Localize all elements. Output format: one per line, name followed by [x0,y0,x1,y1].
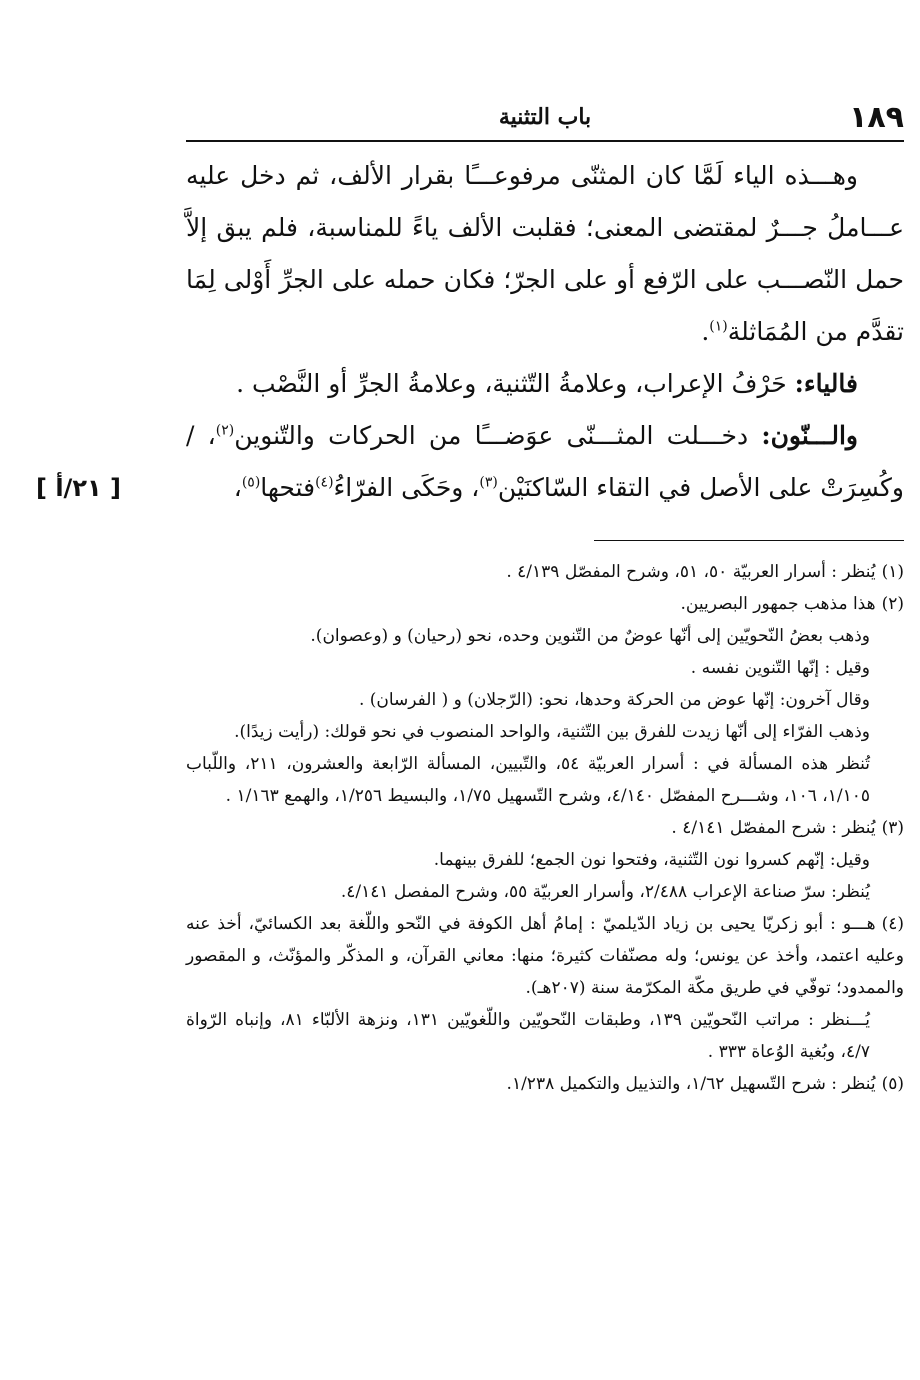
footnote-item [186,556,904,588]
paragraph-3 [186,410,904,514]
footnote-item [186,620,904,652]
main-text [186,150,904,514]
footnote-text: هـــو : أبو زكريّا يحيى بن زياد الدّيلميّ : إمامُ أهل الكوفة في النّحو واللّغة بعد الكسائيّ، أخذ عنه وعليه اعتمد، وأخذ عن يونس؛ وله مصنّفات كثيرة؛ منها: معاني القرآن، و المذكّر والمؤنّث، و المقصور والممدود؛ توفّي في طريق مكّة المكرّمة سنة (٢٠٧هـ). [186,914,904,998]
paragraph-3-text-e: ، [233,473,242,502]
footnote-item [186,1004,904,1068]
footnote-item [186,748,904,812]
footnote-ref-5: (٥) [241,474,261,491]
footnote-item [186,1068,904,1100]
footnote-marker: (٢) [881,594,904,614]
footnote-marker: (٥) [881,1074,904,1094]
footnote-item [186,716,904,748]
footnote-marker: (٣) [881,818,904,838]
footnote-item [186,876,904,908]
footnote-text: وذهب الفرّاء إلى أنّها زيدت للفرق بين التّثنية، والواحد المنصوب في نحو قولك: (رأيت زيدًا). [234,722,870,742]
footnote-text: يُنظر : أسرار العربيّة ٥٠، ٥١، وشرح المفصّل ٤/١٣٩ . [506,562,876,582]
running-title: باب التثنية [498,104,592,130]
paragraph-2 [186,358,904,410]
footnote-marker: (٤) [881,914,904,934]
footnote-item [186,684,904,716]
footnote-item [186,588,904,620]
footnote-text: يُنظر : شرح التّسهيل ١/٦٢، والتذييل والتكميل ١/٢٣٨. [506,1074,876,1094]
paragraph-3-text-d: فتحها [260,473,316,502]
page-header [186,96,904,142]
footnote-text: وقيل: إنّهم كسروا نون التّثنية، وفتحوا نون الجمع؛ للفرق بينهما. [433,850,870,870]
term-alnoon: والـــنّون: [761,421,858,450]
footnote-item [186,908,904,1004]
footnote-ref-4: (٤) [315,474,334,491]
footnote-text: هذا مذهب جمهور البصريين. [680,594,876,614]
page-number: ١٨٩ [849,100,904,135]
footnote-item [186,812,904,844]
footnote-separator [594,540,904,541]
footnote-text: وذهب بعضُ النّحويّين إلى أنّها عوضٌ من التّنوين وحده، نحو (رحيان) و (وعصوان). [310,626,870,646]
paragraph-1 [186,150,904,358]
paragraph-3-text-b: ، /وكُسِرَتْ على الأصل في التقاء السّاكنَيْن [186,421,904,502]
footnote-text: يُـــنظر : مراتب النّحويّين ١٣٩، وطبقات النّحويّين واللّغويّين ١٣١، ونزهة الألبّاء ٨١، وإنباه الرّواة ٤/٧، وبُغية الوُعاة ٣٣٣ . [186,1010,871,1062]
footnote-marker: (١) [881,562,904,582]
footnote-item [186,652,904,684]
paragraph-1-text: وهـــذه الياء لَمَّا كان المثنّى مرفوعـــًا بقرار الألف، ثم دخل عليه عـــاملُ جـــرٌ لمقتضى المعنى؛ فقلبت الألف ياءً للمناسبة، فلم يبق إلاَّ حمل النّصـــب على الرّفع أو على الجرّ؛ فكان حمله على الجرِّ أَوْلى لِمَا تقدَّم من المُمَاثلة [186,161,904,346]
manuscript-folio-note: [ ٢١/أ ] [36,474,121,502]
paragraph-3-text-a: دخـــلت المثـــنّى عوَضـــًا من الحركات والتّنوين [234,421,762,450]
footnote-text: وقيل : إنّها التّنوين نفسه . [690,658,870,678]
footnote-ref-2: (٢) [215,422,235,439]
paragraph-2-text: حَرْفُ الإعراب، وعلامةُ التّثنية، وعلامةُ الجرِّ أو النَّصْب . [236,369,795,398]
paragraph-1-end: . [701,317,710,346]
footnote-item [186,844,904,876]
footnote-text: يُنظر: سرّ صناعة الإعراب ٢/٤٨٨، وأسرار العربيّة ٥٥، وشرح المفصل ٤/١٤١. [340,882,870,902]
footnote-ref-1: (١) [709,318,728,335]
paragraph-3-text-c: ، وحَكَى الفرّاءُ [333,473,480,502]
footnote-ref-3: (٣) [479,474,498,491]
footnote-text: يُنظر : شرح المفصّل ٤/١٤١ . [671,818,876,838]
footnotes [186,556,904,1100]
footnote-text: وقال آخرون: إنّها عوض من الحركة وحدها، نحو: (الرّجلان) و ( الفرسان) . [358,690,870,710]
term-alyaa: فالياء: [794,369,858,398]
footnote-text: تُنظر هذه المسألة في : أسرار العربيّة ٥٤، والتّبيين، المسألة الرّابعة والعشرون، ٢١١، واللّباب ١/١٠٥، ١٠٦، وشـــرح المفصّل ٤/١٤٠، وشرح التّسهيل ١/٧٥، والبسيط ١/٢٥٦، والهمع ١/١٦٣ . [186,754,871,806]
